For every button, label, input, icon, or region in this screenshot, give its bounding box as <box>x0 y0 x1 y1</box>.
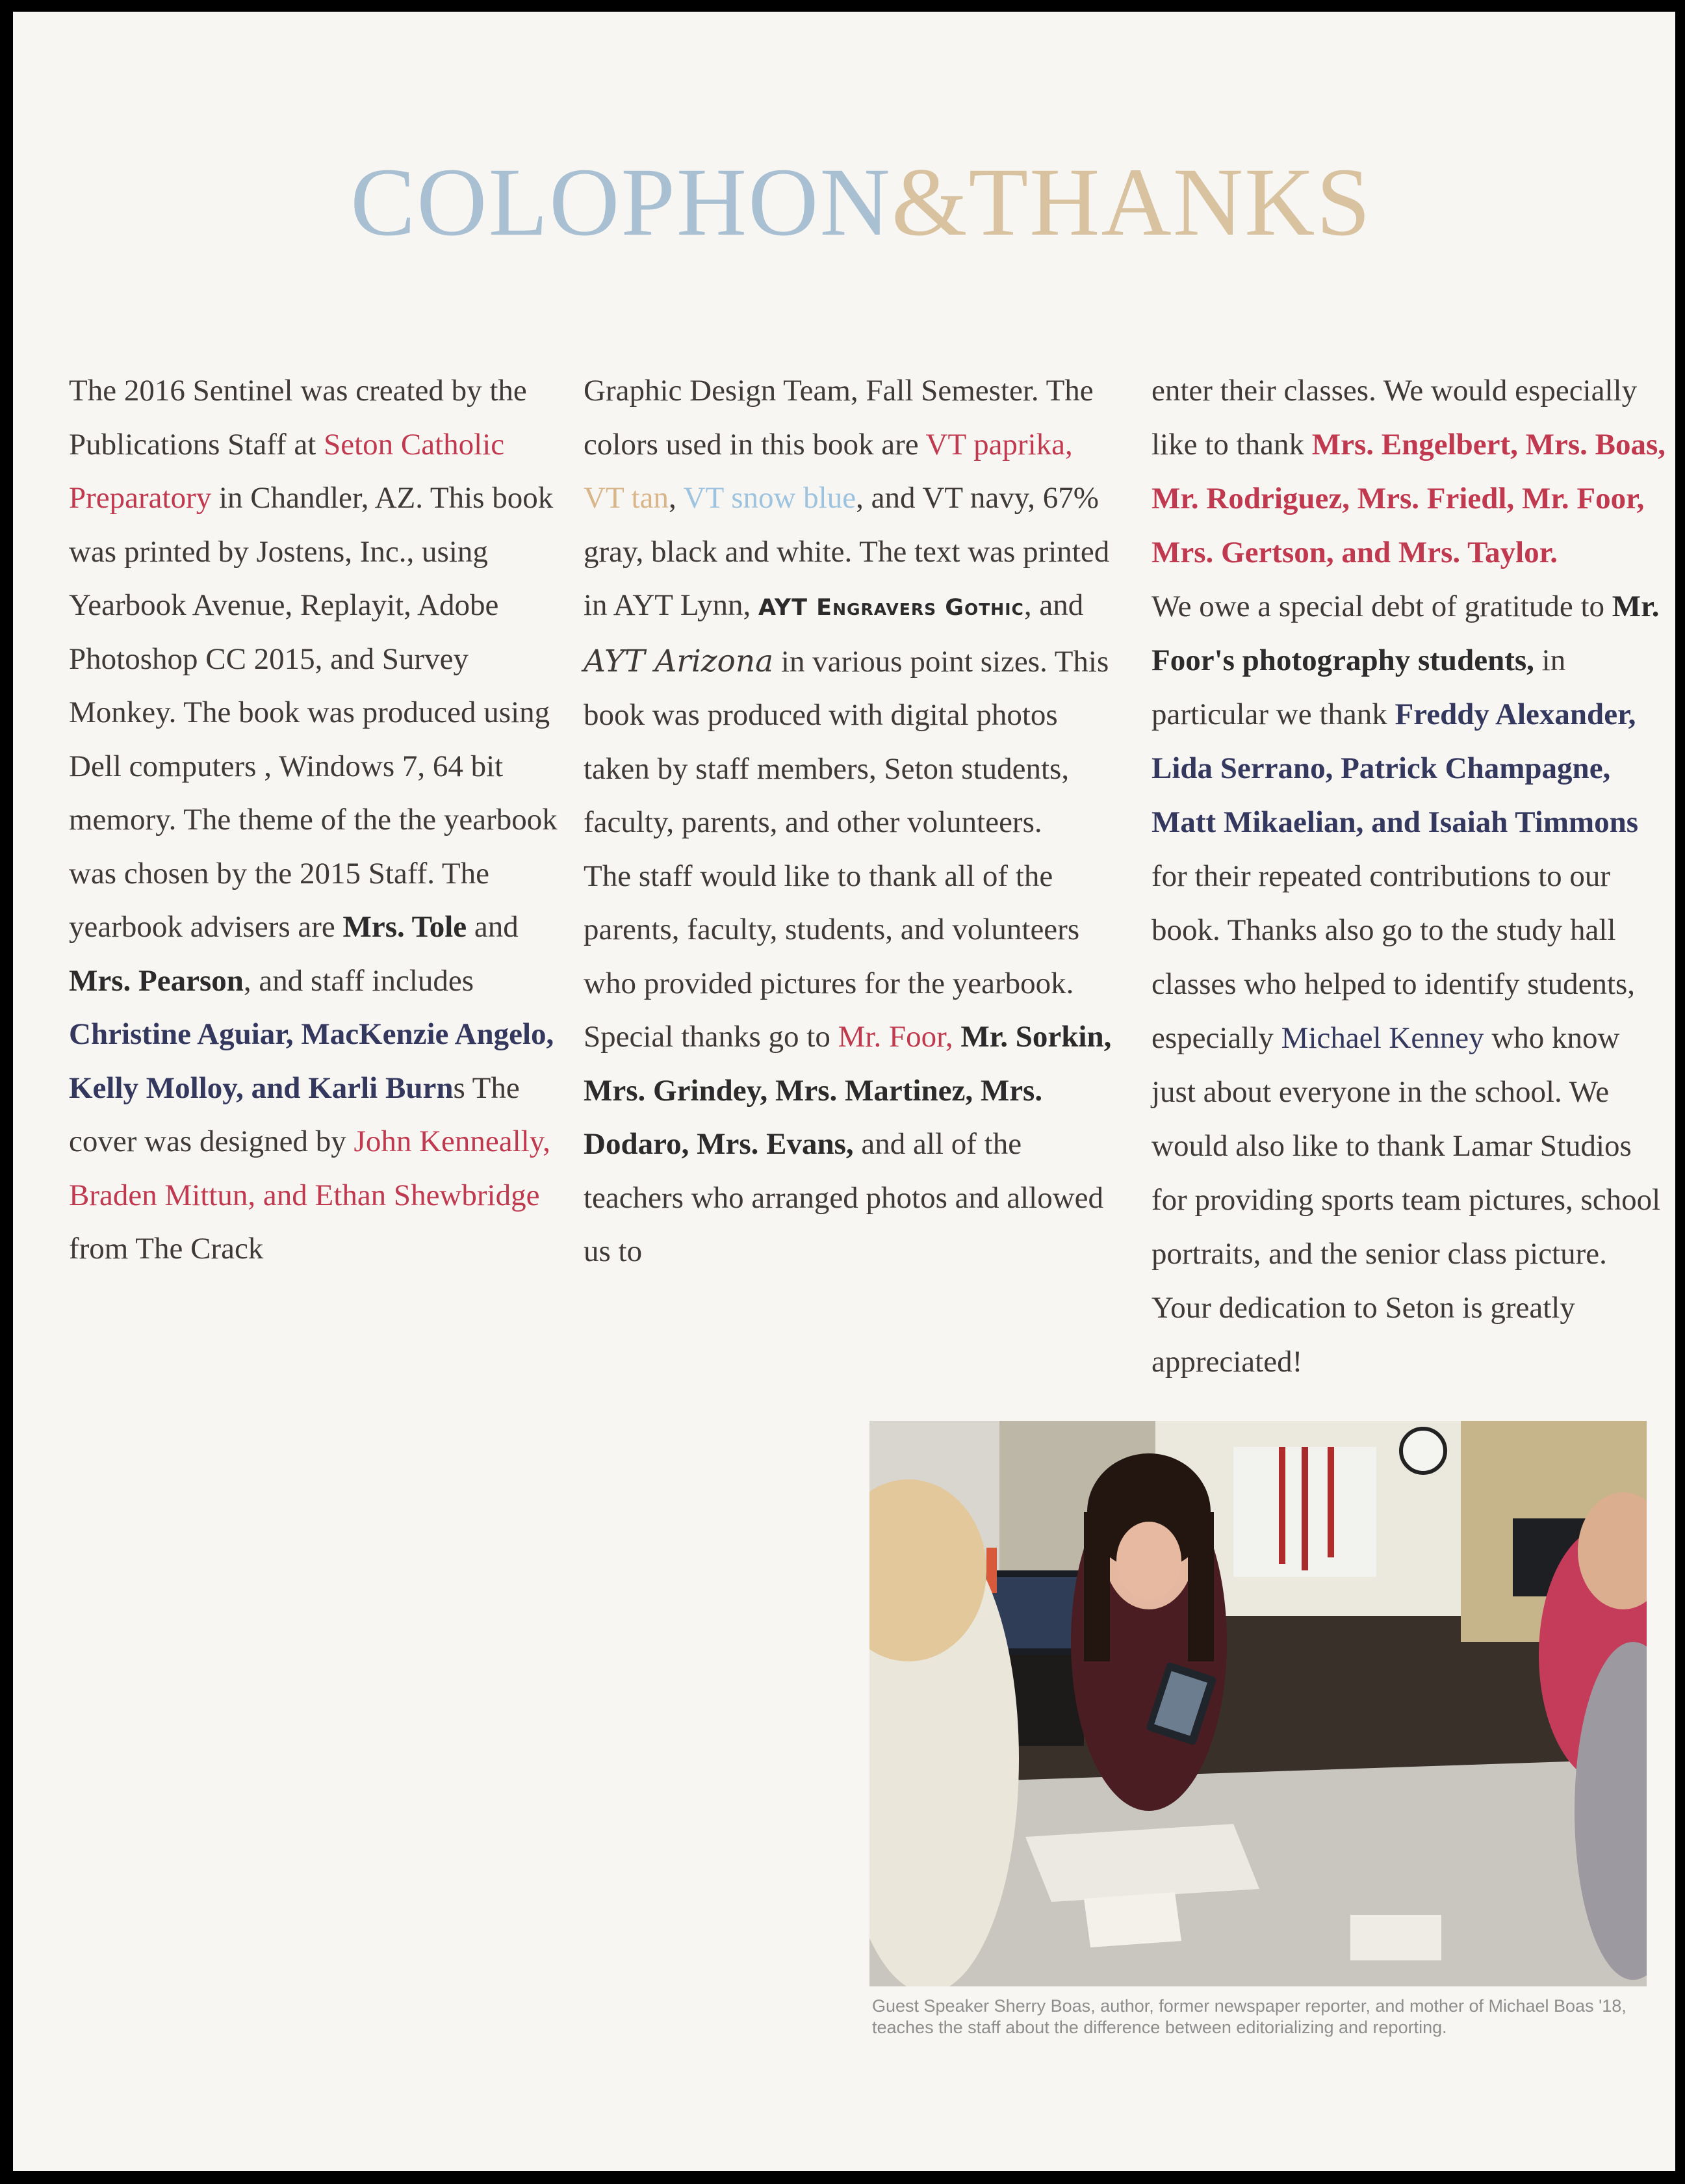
thanks-names: Mrs. Engelbert, Mrs. Boas, Mr. Rodriguez, Mrs. Friedl, Mr. Foor, Mrs. Gertson, and Mrs. Taylor. <box>1151 428 1666 569</box>
text-run: s The cover was designed by <box>69 1071 520 1158</box>
colophon-column-3 <box>1151 364 1671 1389</box>
color-name-snow-blue: VT snow blue <box>683 481 856 515</box>
text-run: and all of the teachers who arranged photos and allowed us to <box>584 1127 1104 1268</box>
yearbook-page <box>13 12 1675 2171</box>
text-run: , and staff includes <box>243 963 474 998</box>
gratitude-paragraph <box>1151 580 1671 1389</box>
photography-students: Mr. Foor's photography students, <box>1151 590 1660 677</box>
adviser-name: Mrs. Pearson <box>69 963 244 998</box>
title-thanks: &THANKS <box>891 148 1372 256</box>
text-run: The 2016 Sentinel was created by the Publications Staff at <box>69 374 527 462</box>
text-run: Graphic Design Team, Fall Semester. The colors used in this book are <box>584 374 1094 462</box>
classroom-photo <box>869 1421 1647 1986</box>
colophon-paragraph <box>584 364 1116 850</box>
colophon-paragraph <box>69 364 563 1276</box>
thanks-paragraph <box>1151 364 1671 580</box>
font-sample-engravers: AYT Engravers Gothic <box>758 595 1024 621</box>
colophon-column-2 <box>584 364 1116 1279</box>
color-name-tan: VT tan <box>584 481 669 515</box>
text-run: , and <box>1023 588 1084 622</box>
adviser-name: Mrs. Tole <box>342 910 467 944</box>
font-sample-arizona: AYT Arizona <box>584 643 774 679</box>
text-run: enter their classes. We would especially like to thank <box>1151 374 1638 462</box>
text-run: in various point sizes. This book was produced with digital photos taken by staff members, Seton students, faculty, parents, and other volunteers. <box>584 644 1109 839</box>
photo-caption: Guest Speaker Sherry Boas, author, former newspaper reporter, and mother of Michael Boas '18, teaches the staff about the difference between editorializing and reporting. <box>872 1996 1627 2037</box>
staff-names: Christine Aguiar, MacKenzie Angelo, Kelly Molloy, and Karli Burn <box>69 1017 554 1105</box>
text-run: , and VT navy, 67% gray, black and white. The text was printed in AYT Lynn, <box>584 481 1110 622</box>
text-run: in particular we thank <box>1151 644 1566 731</box>
text-run: for their repeated contributions to our book. Thanks also go to the study hall classes who helped to identify students, especially <box>1151 859 1636 1055</box>
text-run: from The Crack <box>69 1232 264 1266</box>
text-run: and <box>467 910 519 944</box>
cover-designers: John Kenneally, Braden Mittun, and Ethan Shewbridge <box>69 1124 550 1212</box>
thanks-names: Mr. Sorkin, Mrs. Grindey, Mrs. Martinez, Mrs. Dodaro, Mrs. Evans, <box>584 1020 1112 1161</box>
color-name-paprika: VT paprika, <box>925 427 1073 462</box>
thanks-paragraph <box>584 850 1116 1279</box>
student-name: Michael Kenney <box>1281 1021 1484 1055</box>
title-colophon: COLOPHON <box>350 148 892 256</box>
school-name: Seton Catholic Preparatory <box>69 427 505 515</box>
classroom-photo-illustration <box>869 1421 1647 1986</box>
page-title <box>13 148 1675 256</box>
text-run: The staff would like to thank all of the parents, faculty, students, and volunteers who provided pictures for the yearbook. Special thanks go to <box>584 859 1080 1054</box>
student-names: Freddy Alexander, Lida Serrano, Patrick Champagne, Matt Mikaelian, and Isaiah Timmons <box>1151 697 1639 839</box>
text-run: , <box>668 481 684 515</box>
text-run: who know just about everyone in the school. We would also like to thank Lamar Studios for providing sports team pictures, school portraits, and the senior class picture. Your dedication to Seton is greatly appreciated! <box>1151 1021 1661 1379</box>
thanks-name: Mr. Foor, <box>838 1020 961 1054</box>
colophon-column-1 <box>69 364 563 1276</box>
text-run: We owe a special debt of gratitude to <box>1151 590 1612 623</box>
text-run: in Chandler, AZ. This book was printed by Jostens, Inc., using Yearbook Avenue, Replayit, Adobe Photoshop CC 2015, and Survey Monkey. The book was produced using Dell computers , Windows 7, 64 bit memory. The theme of the the yearbook was chosen by the 2015 Staff. The yearbook advisers are <box>69 481 558 944</box>
